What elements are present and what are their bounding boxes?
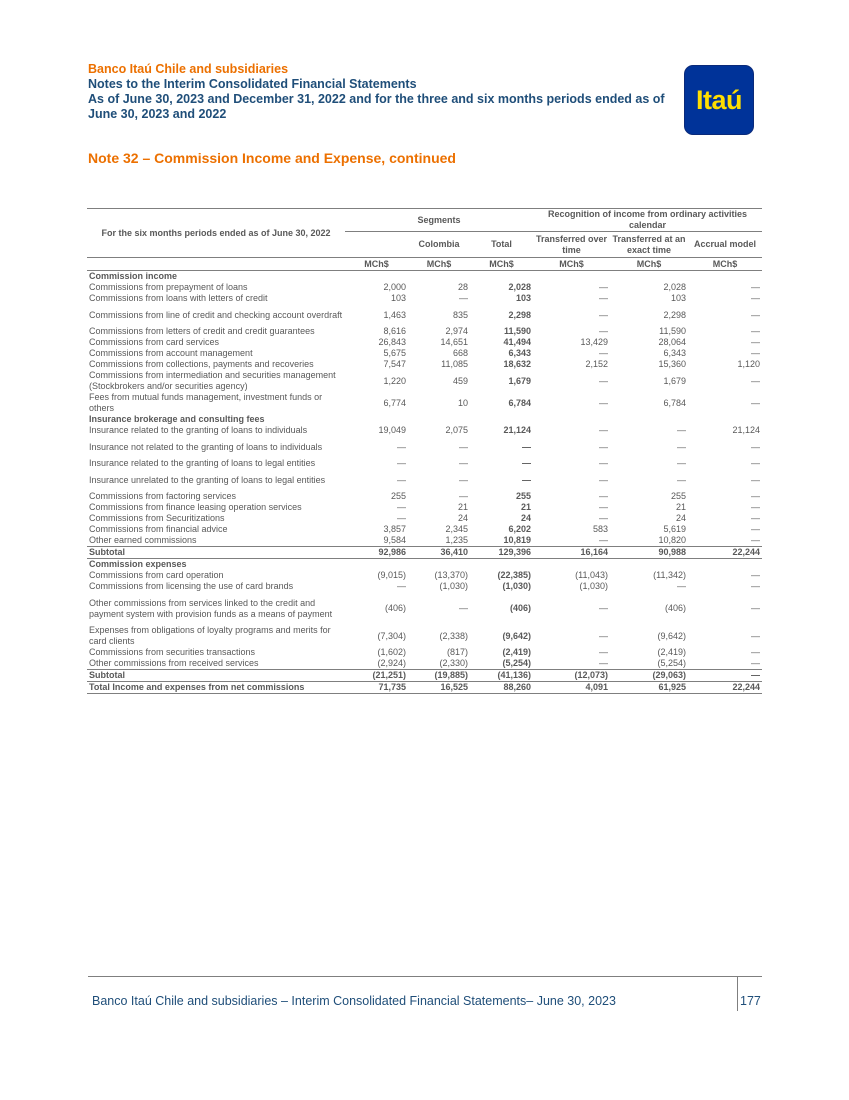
value-cell: 13,429: [580, 337, 608, 347]
row-label: Other commissions from services linked to the credit and payment system with provision funds as a means of payment: [89, 597, 333, 619]
value-cell: —: [751, 535, 761, 545]
table-row: [87, 414, 762, 425]
value-cell: —: [397, 458, 406, 468]
table-row: [87, 359, 762, 370]
unit-cell: MCh$: [470, 258, 533, 271]
value-cell: (19,885): [408, 670, 470, 682]
value-cell: —: [459, 441, 468, 452]
row-label: Expenses from obligations of loyalty programs and merits for card clients: [89, 625, 331, 646]
value-cell: (13,370): [434, 570, 468, 580]
value-cell: [470, 271, 533, 283]
value-cell: 22,244: [688, 682, 762, 694]
value-cell: 1,679: [508, 375, 531, 386]
value-cell: —: [688, 670, 762, 682]
segments-group-header: Segments: [345, 209, 533, 232]
value-cell: —: [751, 441, 761, 452]
value-cell: —: [599, 658, 608, 668]
row-label: Commissions from Securitizations: [89, 513, 225, 523]
value-cell: 255: [390, 491, 406, 501]
value-cell: —: [522, 474, 531, 485]
table-row: [87, 670, 762, 682]
table-row: [87, 547, 762, 559]
value-cell: —: [459, 603, 468, 613]
value-cell: —: [751, 397, 761, 408]
unit-cell: MCh$: [345, 258, 408, 271]
value-cell: (1,602): [377, 647, 406, 657]
value-cell: —: [751, 309, 761, 320]
value-cell: —: [599, 458, 608, 468]
row-label: Commissions from collections, payments and recoveries: [89, 359, 314, 369]
value-cell: 19,049: [378, 425, 406, 435]
value-cell: (9,015): [377, 570, 406, 580]
value-cell: 15,360: [658, 359, 686, 369]
value-cell: 129,396: [470, 547, 533, 559]
value-cell: —: [459, 458, 468, 468]
value-cell: 14,651: [440, 337, 468, 347]
value-cell: 26,843: [378, 337, 406, 347]
row-label: Commissions from account management: [89, 348, 253, 358]
value-cell: 21: [675, 502, 686, 512]
units-spacer: [87, 258, 345, 271]
row-label: Insurance unrelated to the granting of loans to legal entities: [89, 474, 326, 485]
value-cell: [533, 414, 610, 425]
value-cell: (1,030): [439, 581, 468, 591]
value-cell: 61,925: [610, 682, 688, 694]
value-cell: 9,584: [383, 535, 406, 545]
value-cell: —: [751, 375, 761, 386]
value-cell: [345, 559, 408, 571]
value-cell: —: [397, 513, 406, 523]
unit-cell: MCh$: [688, 258, 762, 271]
table-row: [87, 304, 762, 326]
commission-table: [87, 208, 762, 694]
value-cell: 1,235: [445, 535, 468, 545]
row-label: Commissions from intermediation and securities management (Stockbrokers and/or securities agency): [89, 370, 336, 391]
col-colombia-header: Colombia: [418, 239, 460, 249]
row-label: Insurance not related to the granting of loans to individuals: [89, 441, 323, 452]
table-row: [87, 647, 762, 658]
row-label: Commissions from finance leasing operation services: [89, 502, 302, 512]
table-row: [87, 436, 762, 458]
value-cell: 2,974: [445, 326, 468, 336]
value-cell: [533, 559, 610, 571]
value-cell: 4,091: [533, 682, 610, 694]
table-row: [87, 581, 762, 592]
value-cell: 2,298: [508, 309, 531, 320]
value-cell: [610, 271, 688, 283]
value-cell: (21,251): [345, 670, 408, 682]
table-row: [87, 392, 762, 414]
value-cell: [688, 271, 762, 283]
value-cell: —: [751, 337, 761, 347]
row-label: Insurance brokerage and consulting fees: [89, 414, 265, 424]
table-row: [87, 370, 762, 392]
value-cell: (41,136): [470, 670, 533, 682]
value-cell: 6,784: [508, 397, 531, 408]
value-cell: —: [599, 397, 608, 408]
value-cell: 6,343: [663, 348, 686, 358]
value-cell: 7,547: [383, 359, 406, 369]
value-cell: —: [397, 441, 406, 452]
row-label: Subtotal: [87, 670, 345, 682]
value-cell: 16,525: [408, 682, 470, 694]
row-label: Other commissions from received services: [89, 658, 259, 668]
row-label: Commissions from securities transactions: [89, 647, 256, 657]
row-label: Other earned commissions: [89, 535, 197, 545]
page-number: 177: [740, 994, 761, 1008]
value-cell: —: [751, 458, 761, 468]
value-cell: —: [397, 474, 406, 485]
value-cell: [470, 414, 533, 425]
value-cell: (1,030): [502, 581, 531, 591]
row-label: Commissions from prepayment of loans: [89, 282, 248, 292]
value-cell: —: [599, 441, 608, 452]
value-cell: 2,075: [445, 425, 468, 435]
value-cell: 28: [457, 282, 468, 292]
table-row: [87, 658, 762, 670]
value-cell: 71,735: [345, 682, 408, 694]
value-cell: 5,675: [383, 348, 406, 358]
value-cell: 1,679: [663, 375, 686, 386]
value-cell: 11,590: [503, 326, 531, 336]
value-cell: —: [599, 425, 608, 435]
value-cell: —: [751, 502, 761, 512]
unit-cell: MCh$: [408, 258, 470, 271]
value-cell: —: [599, 513, 608, 523]
value-cell: —: [751, 524, 761, 534]
value-cell: (9,642): [502, 630, 531, 641]
value-cell: (7,304): [377, 630, 406, 641]
value-cell: —: [599, 282, 608, 292]
value-cell: —: [751, 326, 761, 336]
table-row: [87, 559, 762, 571]
value-cell: 5,619: [663, 524, 686, 534]
row-label: Commission expenses: [89, 559, 187, 569]
value-cell: —: [599, 309, 608, 320]
value-cell: [408, 559, 470, 571]
table-row: [87, 625, 762, 647]
table-row: [87, 491, 762, 502]
value-cell: —: [522, 441, 531, 452]
table-row: [87, 293, 762, 304]
col-exact-time-header: Transferred at an exact time: [612, 233, 686, 255]
table-row: [87, 271, 762, 283]
col-accrual-header: Accrual model: [694, 239, 757, 249]
col-over-time-header: Transferred over time: [535, 233, 608, 255]
value-cell: 6,784: [663, 397, 686, 408]
header-title: Notes to the Interim Consolidated Financial Statements: [88, 77, 417, 91]
table-row: [87, 282, 762, 293]
row-label: Insurance related to the granting of loans to legal entities: [89, 458, 316, 468]
value-cell: 24: [675, 513, 686, 523]
value-cell: —: [677, 458, 686, 468]
value-cell: (817): [446, 647, 468, 657]
value-cell: 1,220: [383, 375, 406, 386]
table-row: [87, 682, 762, 694]
value-cell: 21: [457, 502, 468, 512]
value-cell: (5,254): [657, 658, 686, 668]
value-cell: (5,254): [502, 658, 531, 668]
value-cell: (12,073): [533, 670, 610, 682]
itau-logo: Itaú: [684, 65, 754, 135]
row-label: Commissions from card services: [89, 337, 220, 347]
col-chile-header: [345, 232, 408, 258]
page-header: [88, 62, 678, 122]
company-name: Banco Itaú Chile and subsidiaries: [88, 62, 289, 76]
table-row: [87, 502, 762, 513]
col-total-header: Total: [491, 239, 512, 249]
value-cell: 24: [520, 513, 531, 523]
value-cell: 6,774: [383, 397, 406, 408]
value-cell: —: [677, 581, 686, 591]
value-cell: —: [599, 491, 608, 501]
row-header: For the six months periods ended as of June 30, 2022: [87, 209, 345, 258]
value-cell: (2,330): [439, 658, 468, 668]
value-cell: 103: [515, 293, 531, 303]
value-cell: 36,410: [408, 547, 470, 559]
value-cell: (11,342): [653, 570, 686, 580]
value-cell: —: [459, 293, 468, 303]
value-cell: 28,064: [658, 337, 686, 347]
value-cell: —: [751, 293, 761, 303]
value-cell: 21: [520, 502, 531, 512]
row-label: Fees from mutual funds management, investment funds or others: [89, 392, 323, 413]
value-cell: —: [459, 474, 468, 485]
row-label: Insurance related to the granting of loans to individuals: [89, 425, 308, 435]
value-cell: 16,164: [533, 547, 610, 559]
value-cell: (406): [384, 603, 406, 613]
value-cell: 255: [670, 491, 686, 501]
units-row: [87, 258, 762, 271]
value-cell: 103: [390, 293, 406, 303]
value-cell: [610, 559, 688, 571]
value-cell: —: [751, 474, 761, 485]
value-cell: —: [751, 282, 761, 292]
value-cell: —: [677, 474, 686, 485]
value-cell: [345, 414, 408, 425]
value-cell: (406): [509, 603, 531, 613]
value-cell: 10,820: [658, 535, 686, 545]
table-row: [87, 513, 762, 524]
value-cell: 24: [457, 513, 468, 523]
value-cell: 2,298: [663, 309, 686, 320]
value-cell: [610, 414, 688, 425]
table-row: [87, 458, 762, 469]
row-label: Commissions from loans with letters of credit: [89, 293, 268, 303]
value-cell: —: [599, 647, 608, 657]
value-cell: 2,000: [383, 282, 406, 292]
value-cell: —: [599, 348, 608, 358]
value-cell: 2,028: [663, 282, 686, 292]
value-cell: —: [522, 458, 531, 468]
value-cell: —: [599, 630, 608, 641]
value-cell: —: [751, 513, 761, 523]
value-cell: [408, 271, 470, 283]
value-cell: 21,124: [732, 425, 761, 435]
value-cell: [533, 271, 610, 283]
value-cell: (2,419): [502, 647, 531, 657]
table-row: [87, 469, 762, 491]
value-cell: 2,152: [585, 359, 608, 369]
row-label: Commissions from line of credit and checking account overdraft: [89, 309, 343, 320]
row-label: Commission income: [89, 271, 178, 281]
table-body: [87, 258, 762, 694]
table-row: [87, 570, 762, 581]
value-cell: —: [751, 491, 761, 501]
value-cell: —: [459, 491, 468, 501]
table-row: [87, 592, 762, 625]
value-cell: —: [599, 535, 608, 545]
value-cell: —: [599, 293, 608, 303]
value-cell: 2,028: [508, 282, 531, 292]
value-cell: (9,642): [657, 630, 686, 641]
value-cell: 1,120: [737, 359, 761, 369]
recognition-group-header: Recognition of income from ordinary activities calendar: [533, 209, 762, 232]
table-row: [87, 348, 762, 359]
value-cell: —: [397, 502, 406, 512]
value-cell: —: [751, 603, 761, 613]
table-row: [87, 337, 762, 348]
row-label: Total Income and expenses from net commissions: [87, 682, 345, 694]
value-cell: (2,419): [657, 647, 686, 657]
value-cell: 6,343: [508, 348, 531, 358]
value-cell: 88,260: [470, 682, 533, 694]
value-cell: —: [599, 474, 608, 485]
header-subtitle: As of June 30, 2023 and December 31, 2022 and for the three and six months periods ended as of June 30, 2023 and 2022: [88, 92, 665, 121]
value-cell: —: [751, 581, 761, 591]
value-cell: (2,924): [377, 658, 406, 668]
value-cell: (1,030): [579, 581, 608, 591]
value-cell: [688, 414, 762, 425]
value-cell: 103: [670, 293, 686, 303]
table-row: [87, 425, 762, 436]
table-row: [87, 535, 762, 547]
value-cell: 90,988: [610, 547, 688, 559]
row-label: Commissions from licensing the use of card brands: [89, 581, 294, 591]
value-cell: [408, 414, 470, 425]
value-cell: —: [599, 603, 608, 613]
value-cell: —: [751, 570, 761, 580]
value-cell: 11,590: [659, 326, 686, 336]
value-cell: —: [751, 647, 761, 657]
value-cell: 3,857: [383, 524, 406, 534]
row-label: Commissions from factoring services: [89, 491, 237, 501]
value-cell: [470, 559, 533, 571]
value-cell: 18,632: [503, 359, 531, 369]
table-row: [87, 524, 762, 535]
value-cell: [345, 271, 408, 283]
value-cell: 92,986: [345, 547, 408, 559]
value-cell: —: [677, 425, 686, 435]
value-cell: —: [751, 348, 761, 358]
value-cell: —: [397, 581, 406, 591]
value-cell: 583: [592, 524, 608, 534]
row-label: Commissions from card operation: [89, 570, 224, 580]
value-cell: 21,124: [503, 425, 531, 435]
footer-rule: [88, 976, 762, 977]
value-cell: 8,616: [383, 326, 406, 336]
value-cell: 10: [457, 397, 468, 408]
value-cell: 11,085: [441, 359, 468, 369]
value-cell: 255: [515, 491, 531, 501]
value-cell: 2,345: [445, 524, 468, 534]
value-cell: (22,385): [497, 570, 531, 580]
footer-text: Banco Itaú Chile and subsidiaries – Interim Consolidated Financial Statements– June 30, 2023: [92, 994, 616, 1008]
value-cell: —: [599, 502, 608, 512]
value-cell: —: [751, 658, 761, 668]
value-cell: 668: [452, 348, 468, 358]
value-cell: 1,463: [383, 309, 406, 320]
row-label: Commissions from letters of credit and credit guarantees: [89, 326, 315, 336]
value-cell: 835: [452, 309, 468, 320]
footer-separator: [737, 977, 738, 1011]
unit-cell: MCh$: [533, 258, 610, 271]
value-cell: [688, 559, 762, 571]
value-cell: 459: [452, 375, 468, 386]
value-cell: —: [677, 441, 686, 452]
value-cell: 22,244: [688, 547, 762, 559]
value-cell: —: [751, 630, 761, 641]
value-cell: (406): [664, 603, 686, 613]
value-cell: —: [599, 326, 608, 336]
table-row: [87, 326, 762, 337]
value-cell: 10,819: [503, 535, 531, 545]
value-cell: 6,202: [508, 524, 531, 534]
value-cell: (29,063): [610, 670, 688, 682]
value-cell: —: [599, 375, 608, 386]
row-label: Commissions from financial advice: [89, 524, 228, 534]
value-cell: (11,043): [575, 570, 608, 580]
value-cell: (2,338): [439, 630, 468, 641]
value-cell: 41,494: [503, 337, 531, 347]
row-label: Subtotal: [87, 547, 345, 559]
note-title: Note 32 – Commission Income and Expense, continued: [88, 150, 456, 166]
unit-cell: MCh$: [610, 258, 688, 271]
